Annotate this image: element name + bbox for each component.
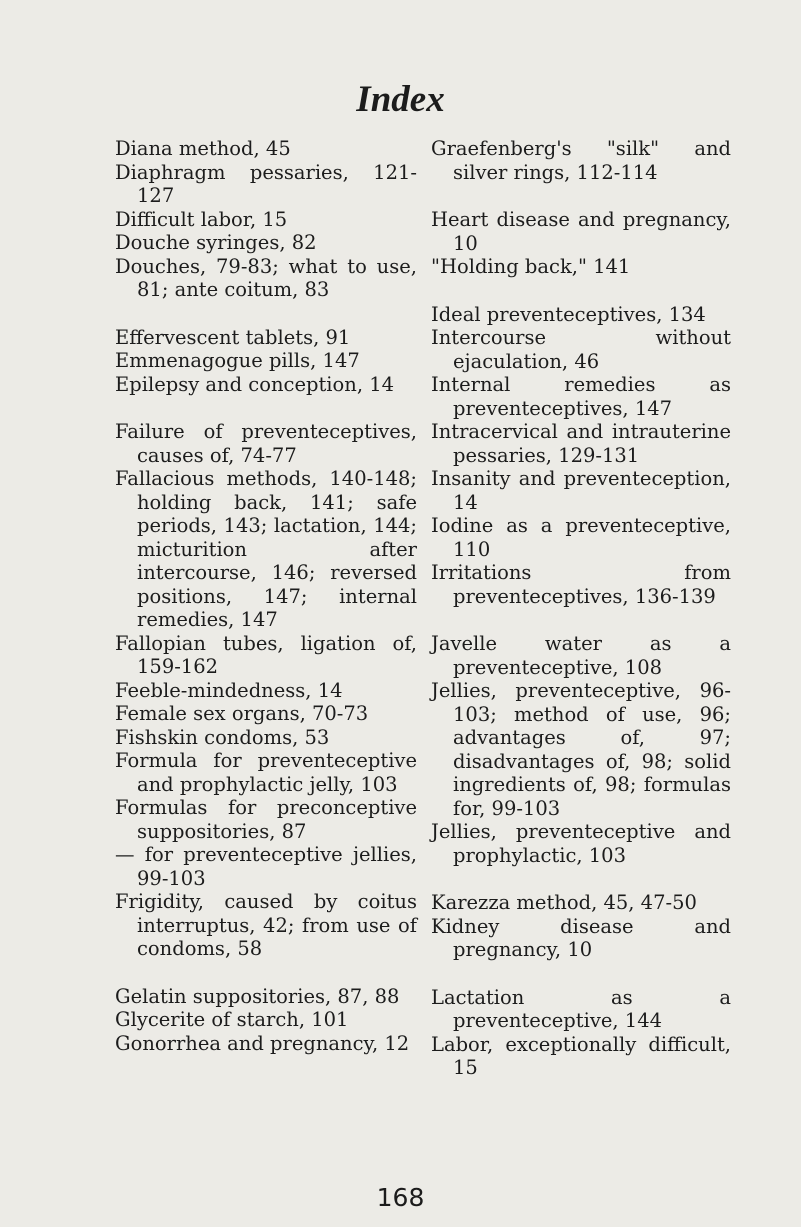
index-entry: Intracervical and intrauterine pessaries, 129-131: [431, 420, 731, 467]
index-entry: Heart disease and pregnancy, 10: [431, 208, 731, 255]
index-entry: Internal remedies as preventeceptives, 147: [431, 373, 731, 420]
index-entry: Insanity and preventeception, 14: [431, 467, 731, 514]
index-entry: Glycerite of starch, 101: [115, 1008, 349, 1031]
index-entry: Ideal preventeceptives, 134: [431, 302, 706, 326]
index-entry: "Holding back," 141: [431, 255, 631, 278]
index-entry: Gelatin suppositories, 87, 88: [115, 984, 400, 1008]
section-gap: [115, 396, 417, 420]
index-entry: Karezza method, 45, 47-50: [431, 891, 697, 914]
index-entry: Fallopian tubes, ligation of, 159-162: [115, 631, 417, 678]
index-entry: — for preventeceptive jellies, 99-103: [115, 843, 417, 890]
index-entry: Iodine as a preventeceptive, 110: [431, 514, 731, 561]
index-entry: Formula for preventeceptive and prophylactic jelly, 103: [115, 749, 417, 796]
index-entry: Fishskin condoms, 53: [115, 725, 330, 749]
index-entry: Fallacious methods, 140-148; holding back, 141; safe periods, 143; lactation, 144; micturition after intercourse, 146; reversed positions, 147; internal remedies, 147: [115, 467, 417, 631]
index-entry: Epilepsy and conception, 14: [115, 372, 395, 396]
index-entry: Douches, 79-83; what to use, 81; ante coitum, 83: [115, 254, 417, 301]
section-gap: [431, 279, 731, 303]
index-entry: Kidney disease and pregnancy, 10: [431, 914, 731, 961]
index-entry: Intercourse without ejaculation, 46: [431, 326, 731, 373]
index-entry: Emmenagogue pills, 147: [115, 349, 360, 372]
index-entry: Effervescent tablets, 91: [115, 325, 351, 349]
index-entry: Lactation as a preventeceptive, 144: [431, 985, 731, 1032]
index-entry: Feeble-mindedness, 14: [115, 678, 343, 702]
section-gap: [431, 867, 731, 891]
section-gap: [115, 302, 417, 326]
index-entry: Jellies, preventeceptive and prophylactic, 103: [431, 820, 731, 867]
page-number: 168: [376, 1183, 425, 1212]
section-gap: [431, 962, 731, 986]
index-entry: Jellies, preventeceptive, 96-103; method of use, 96; advantages of, 97; disadvantages of, 98; solid ingredients of, 98; formulas for, 99-103: [431, 679, 731, 820]
index-entry: Female sex organs, 70-73: [115, 702, 369, 725]
index-entry: Graefenberg's "silk" and silver rings, 112-114: [431, 137, 731, 184]
index-entry: Labor, exceptionally difficult, 15: [431, 1032, 731, 1079]
index-column-right: [431, 137, 731, 1080]
index-entry: Irritations from preventeceptives, 136-139: [431, 561, 731, 608]
index-entry: Javelle water as a preventeceptive, 108: [431, 632, 731, 679]
index-entry: Failure of preventeceptives, causes of, 74-77: [115, 420, 417, 467]
index-entry: Frigidity, caused by coitus interruptus, 42; from use of condoms, 58: [115, 890, 417, 960]
index-entry: Douche syringes, 82: [115, 231, 317, 254]
index-entry: Diana method, 45: [115, 137, 291, 160]
section-gap: [115, 961, 417, 985]
index-entry: Formulas for preconceptive suppositories, 87: [115, 796, 417, 843]
index-entry: Difficult labor, 15: [115, 207, 288, 231]
section-gap: [431, 184, 731, 208]
index-column-left: [115, 137, 417, 1055]
section-gap: [431, 608, 731, 632]
page-title: Index: [356, 79, 445, 120]
index-entry: Gonorrhea and pregnancy, 12: [115, 1031, 410, 1055]
index-entry: Diaphragm pessaries, 121-127: [115, 160, 417, 207]
